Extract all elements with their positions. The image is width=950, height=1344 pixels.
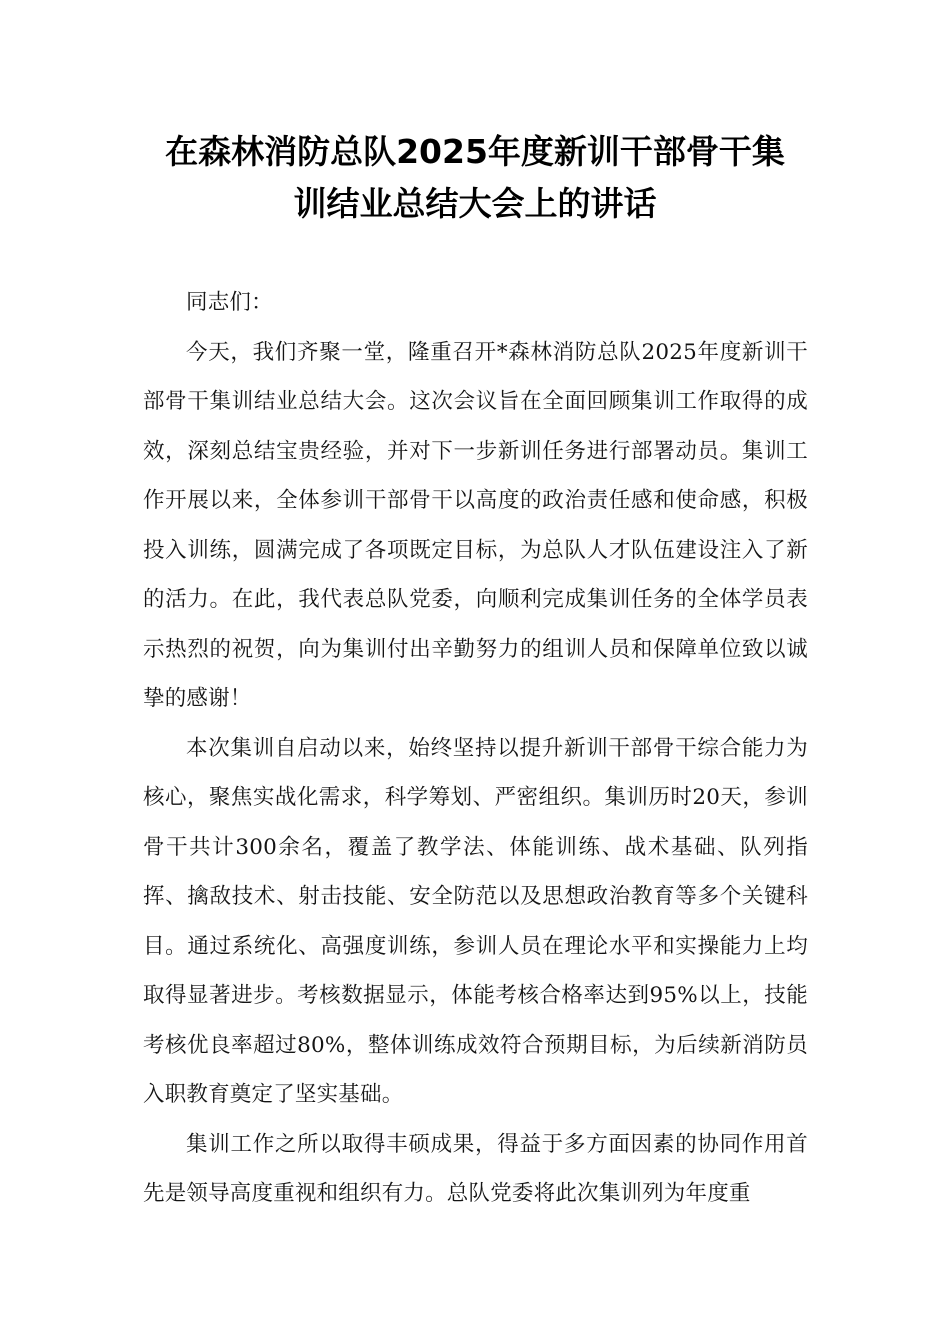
speech-body <box>143 278 808 1219</box>
paragraph-success-factors: 集训工作之所以取得丰硕成果，得益于多方面因素的协同作用首先是领导高度重视和组织有力。总队党委将此次集训列为年度重 <box>143 1131 808 1206</box>
paragraph-training-overview: 本次集训自启动以来，始终坚持以提升新训干部骨干综合能力为核心，聚焦实战化需求，科学筹划、严密组织。集训历时20天，参训骨干共计300余名，覆盖了教学法、体能训练、战术基础、队列指挥、擒敌技术、射击技能、安全防范以及思想政治教育等多个关键科目。通过系统化、高强度训练，参训人员在理论水平和实操能力上均取得显著进步。考核数据显示，体能考核合格率达到95%以上，技能考核优良率超过80%，整体训练成效符合预期目标，为后续新消防员入职教育奠定了坚实基础。 <box>143 735 808 1107</box>
title-line-1: 在森林消防总队2025年度新训干部骨干集 <box>165 132 785 171</box>
title-line-2: 训结业总结大会上的讲话 <box>293 184 657 223</box>
salutation: 同志们： <box>186 290 273 315</box>
page-title <box>120 126 830 230</box>
paragraph-opening: 今天，我们齐聚一堂，隆重召开*森林消防总队2025年度新训干部骨干集训结业总结大会。这次会议旨在全面回顾集训工作取得的成效，深刻总结宝贵经验，并对下一步新训任务进行部署动员。集训工作开展以来，全体参训干部骨干以高度的政治责任感和使命感，积极投入训练，圆满完成了各项既定目标，为总队人才队伍建设注入了新的活力。在此，我代表总队党委，向顺利完成集训任务的全体学员表示热烈的祝贺，向为集训付出辛勤努力的组训人员和保障单位致以诚挚的感谢！ <box>143 339 808 711</box>
